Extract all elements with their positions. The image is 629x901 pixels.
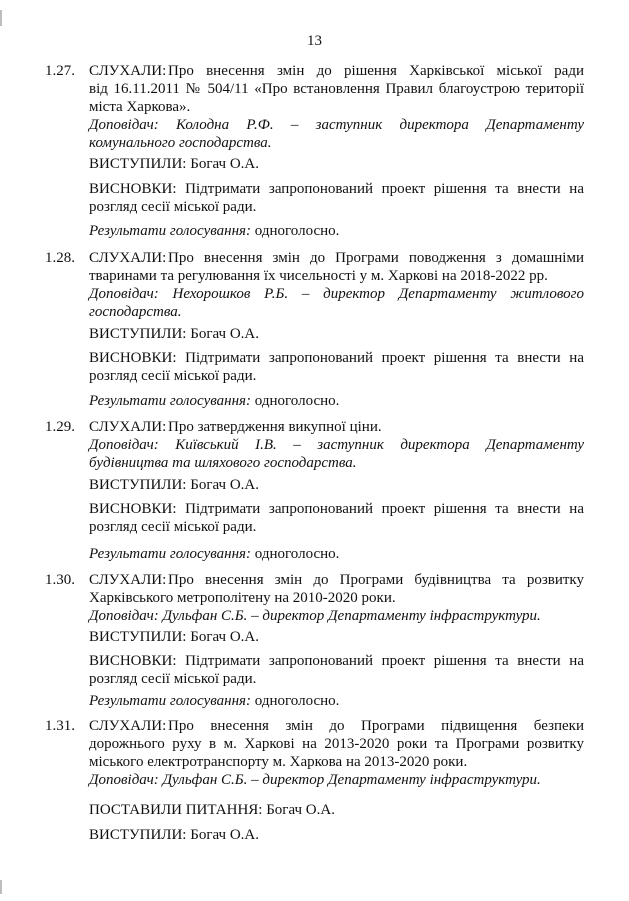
conclusion-text: ВИСНОВКИ: Підтримати запропонований проект рішення та внести на <box>89 653 584 669</box>
heard-text: Про внесення змін до рішення Харківської міської ради <box>168 63 584 79</box>
question-text: ПОСТАВИЛИ ПИТАННЯ: Богач О.А. <box>89 802 335 818</box>
conclusion-text: розгляд сесії міської ради. <box>89 671 257 687</box>
conclusion-text: ВИСНОВКИ: Підтримати запропонований проект рішення та внести на <box>89 181 584 197</box>
heard-text: Про внесення змін до Програми будівництва та розвитку <box>168 572 584 588</box>
heard-text: від 16.11.2011 № 504/11 «Про встановлення Правил благоустрою території <box>89 81 584 97</box>
heard-label: СЛУХАЛИ: <box>89 419 167 435</box>
heard-text: міста Харкова». <box>89 99 191 115</box>
speaker-text: Доповідач: Дульфан С.Б. – директор Департаменту інфраструктури. <box>89 608 541 624</box>
item-number: 1.30. <box>45 572 75 588</box>
vote-label: Результати голосування: <box>89 393 252 409</box>
heard-text: Про затвердження викупної ціни. <box>168 419 382 435</box>
speaker-text: Доповідач: Дульфан С.Б. – директор Департаменту інфраструктури. <box>89 772 541 788</box>
conclusion-text: ВИСНОВКИ: Підтримати запропонований проект рішення та внести на <box>89 350 584 366</box>
spoke-text: ВИСТУПИЛИ: Богач О.А. <box>89 477 259 493</box>
vote-result <box>89 222 339 240</box>
vote-result <box>89 545 339 563</box>
scan-edge-mark <box>0 880 2 894</box>
speaker-text: комунального господарства. <box>89 135 272 151</box>
item-number: 1.29. <box>45 419 75 435</box>
item-number: 1.28. <box>45 250 75 266</box>
heard-text: дорожнього руху в м. Харкові на 2013-2020 роки та Програми розвитку <box>89 736 584 752</box>
spoke-text: ВИСТУПИЛИ: Богач О.А. <box>89 827 259 843</box>
conclusion-text: ВИСНОВКИ: Підтримати запропонований проект рішення та внести на <box>89 501 584 517</box>
vote-value: одноголосно. <box>254 393 340 409</box>
speaker-text: Доповідач: Колодна Р.Ф. – заступник директора Департаменту <box>89 117 584 133</box>
speaker-text: будівництва та шляхового господарства. <box>89 455 357 471</box>
heard-label: СЛУХАЛИ: <box>89 572 167 588</box>
heard-label: СЛУХАЛИ: <box>89 718 167 734</box>
spoke-text: ВИСТУПИЛИ: Богач О.А. <box>89 326 259 342</box>
page-number: 13 <box>307 33 322 49</box>
item-number: 1.27. <box>45 63 75 79</box>
vote-label: Результати голосування: <box>89 223 252 239</box>
vote-value: одноголосно. <box>254 546 340 562</box>
vote-result <box>89 392 339 410</box>
heard-text: тваринами та регулювання їх чисельності у м. Харкові на 2018-2022 рр. <box>89 268 548 284</box>
speaker-text: господарства. <box>89 304 182 320</box>
conclusion-text: розгляд сесії міської ради. <box>89 519 257 535</box>
vote-label: Результати голосування: <box>89 693 252 709</box>
spoke-text: ВИСТУПИЛИ: Богач О.А. <box>89 156 259 172</box>
item-number: 1.31. <box>45 718 75 734</box>
heard-text: Про внесення змін до Програми поводження з домашніми <box>168 250 584 266</box>
scan-edge-mark <box>0 10 2 26</box>
heard-label: СЛУХАЛИ: <box>89 250 167 266</box>
vote-result <box>89 692 339 710</box>
heard-text: Про внесення змін до Програми підвищення безпеки <box>168 718 584 734</box>
vote-value: одноголосно. <box>254 693 340 709</box>
speaker-text: Доповідач: Нехорошков Р.Б. – директор Департаменту житлового <box>89 286 584 302</box>
conclusion-text: розгляд сесії міської ради. <box>89 368 257 384</box>
conclusion-text: розгляд сесії міської ради. <box>89 199 257 215</box>
heard-text: міського електротранспорту м. Харкова на 2013-2020 роки. <box>89 754 468 770</box>
vote-label: Результати голосування: <box>89 546 252 562</box>
heard-label: СЛУХАЛИ: <box>89 63 167 79</box>
speaker-text: Доповідач: Київський І.В. – заступник директора Департаменту <box>89 437 584 453</box>
heard-text: Харківського метрополітену на 2010-2020 роки. <box>89 590 396 606</box>
spoke-text: ВИСТУПИЛИ: Богач О.А. <box>89 629 259 645</box>
vote-value: одноголосно. <box>254 223 340 239</box>
